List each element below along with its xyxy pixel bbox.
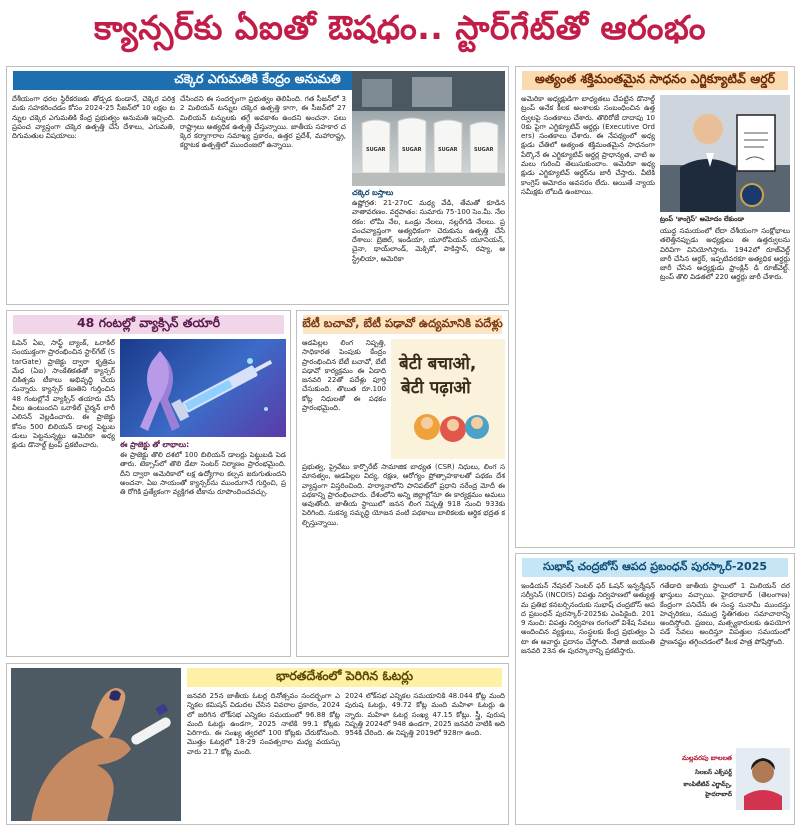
author-portrait: [736, 748, 790, 810]
author-org: కాంపిటీటివ్ ఎగ్జామ్స్, హైదరాబాద్: [683, 781, 732, 798]
author-name: మల్లవరపు బాలలత: [682, 754, 732, 762]
photo-label: ట్రంప్ ‘కాంగ్రెస్’ ఆమోదం లేకుండా: [660, 215, 745, 223]
section-title: 48 గంటల్లో వ్యాక్సిన్ తయారీ: [13, 315, 284, 334]
author-photo: [736, 748, 790, 810]
executive-order-section: [515, 66, 795, 548]
bag-label: SUGAR: [366, 147, 386, 153]
section-title: సుభాష్ చంద్రబోస్ ఆపద ప్రబంధన్ పురస్కార్-2025: [522, 558, 788, 577]
bag-label: SUGAR: [438, 147, 458, 153]
article-column: ఆడపిల్లల లింగ నిష్పత్తి, సాధికారత పెంపుకు కేంద్రం ప్రారంభించిన బేటీ బచావో, బేటీ పఢావో కార్యక్రమం ఈ ఏడాది జనవరి 22తో పదేళ్లు పూర్తి చేసుకుంది. తొలుత రూ.100 కోట్ల నిధులతో ఈ పథకం ప్రారంభమైంది.: [302, 339, 386, 413]
article-column: జనవరి 25న జాతీయ ఓటర్ల దినోత్సవం సందర్భంగా ఎన్నికల కమిషన్ విడుదల చేసిన వివరాల ప్రకారం, 2024లో జరిగిన లోక్‌సభ ఎన్నికల సమయంలో 96.88 కోట్ల మంది ఓటర్లు ఉండగా, 2025 నాటికి 99.1 కోట్లకు పెరిగారు. ఈ సంఖ్య త్వరలో 100 కోట్లకు చేరుకోనుంది. మొత్తం ఓటర్లలో 18-29 సంవత్సరాల మధ్య వయస్సు వారు 21.7 కోట్ల మంది.: [187, 692, 340, 756]
beti-bachao-section: [296, 310, 509, 657]
sugar-facts: ఉష్ణోగ్రత: 21-27oC మధ్య వేడి, తేమతో కూడిన వాతావరణం. వర్షపాతం: సుమారు 75-100 సెం.మీ. నేల రకం: లోమీ నేల, ఒండ్రు నేలలు, నల్లరేగడి నేలలు. ప్రపంచవ్యాప్తంగా అత్యధికంగా చెరుకును ఉత్పత్తి చేసే దేశాలు: బ్రెజిల్, ఇండియా, యూరోపియన్ యూనియన్, చైనా, థాయ్‌లాండ్, మెక్సికో, పాకిస్తాన్, రష్యా, ఆస్ట్రేలియా, అమెరికా: [352, 199, 505, 263]
article-column: దేశీయంగా ధరల స్థిరీకరణకు తోడ్పడ కుండానే, చెక్కెర పరిశ్రమకు సహకరించడం కోసం 2024-25 సీజన్‌లో 10 లక్షల టన్నుల చక్కెర ఎగుమతికి కేంద్ర ప్రభుత్వం అనుమతి ఇచ్చింది. ప్రపంచ వ్యాప్తంగా చక్కెర ఉత్పత్తి చేసే దేశాలు, ఎగుమతి, దిగుమతుల విషయాలు:: [12, 95, 175, 141]
page-headline: క్యాన్సర్‌కు ఏఐతో ఔషధం.. స్టార్‌గేట్‌తో ఆరంభం: [94, 7, 706, 47]
article-column: చేసిందని ఈ సందర్భంగా ప్రభుత్వం తెలిపింది. గత సీజన్‌లో 32 మిలియన్ టన్నుల చక్కెర ఉత్పత్తి కాగా, ఈ సీజన్‌లో 27 మిలియన్ టన్నులకు తగ్గే అవకాశం ఉందని అంచనా. పలు రాష్ట్రాలు అత్యధిక ఉత్పత్తి చేస్తున్నాయి. జాతీయ సహకార చక్కెర కర్మాగారాల సమాఖ్య ప్రకారం, ఉత్తర ప్రదేశ్, మహారాష్ట్ర, కర్ణాటక ఉత్పత్తిలో ముందంజలో ఉన్నాయి.: [180, 95, 346, 150]
article-column: 2024 లోక్‌సభ ఎన్నికల సమయానికి 48.044 కోట్ల మంది పురుష ఓటర్లు, 49.72 కోట్ల మంది మహిళా ఓటర్లు ఉన్నారు. మహిళా ఓటర్ల సంఖ్య 47.15 కోట్లు. స్త్రీ, పురుష నిష్పత్తి 2024లో 948 ఉండగా, 2025 జనవరి నాటికి అది 954కి చేరింది. ఈ నిష్పత్తి 2019లో 928గా ఉంది.: [345, 692, 505, 738]
column-heading: ఈ ప్రాజెక్టు తో లాభాలు:: [120, 440, 190, 449]
poster-line-1: बेटी बचाओ,: [399, 354, 477, 374]
section-title: బేటీ బచావో, బేటీ పఢావో ఉద్యమానికి పదేళ్లు: [303, 315, 502, 334]
article-column: ఇండియన్ నేషనల్ సెంటర్ ఫర్ ఓషన్ ఇన్ఫర్మేషన్ సర్వీసెస్ (INCOIS) విపత్తు నిర్వహణలో అత్యుత్తమ ప్రతిభ కనబర్చినందుకు సుభాష్ చంద్రబోస్ ఆపద ప్రబంధన్ పురస్కార్-2025కు ఎంపికైంది. 2019 నుంచి: విపత్తు నిర్వహణ రంగంలో విశేష సేవలు అందించిన వ్యక్తులు, సంస్థలకు కేంద్ర ప్రభుత్వం ఏటా ఈ అవార్డు ప్రదానం చేస్తోంది. నేతాజీ జయంతి జనవరి 23న ఈ పురస్కారాన్ని ప్రకటిస్తారు.: [521, 582, 655, 656]
article-column: ఈ ప్రాజెక్టు తొలి దశలో 100 బిలియన్ డాలర్లు పెట్టుబడి పెడతారు. టెక్సాస్‌లో తొలి డేటా సెంటర్ నిర్మాణం ప్రారంభమైంది. దీని ద్వారా అమెరికాలో లక్ష ఉద్యోగాల కల్పన జరుగుతుందని అంచనా. ఏఐ సాయంతో క్యాన్సర్‌ను ముందుగానే గుర్తించి, ప్రతి రోగికి ప్రత్యేకంగా వ్యక్తిగత టీకాను రూపొందించవచ్చు.: [120, 451, 286, 497]
poster-illustration: [391, 339, 505, 459]
bag-label: SUGAR: [474, 147, 494, 153]
voters-section: [6, 663, 509, 825]
sugar-bags-illustration: [352, 71, 505, 186]
vaccine-ribbon-image: [120, 339, 286, 437]
voting-ink-illustration: [11, 668, 181, 821]
trump-signing-photo: [660, 95, 790, 212]
poster-line-2: बेटी पढ़ाओ: [401, 378, 471, 398]
sugar-bags-image: [352, 71, 505, 186]
ai-vaccine-section: [6, 310, 291, 657]
article-column: యుద్ధ సమయంలో లేదా దేశీయంగా సంక్షోభాలు తలెత్తినప్పుడు అధ్యక్షులు ఈ ఉత్తర్వులను విరివిగా వినియోగిస్తారు. 1942లో రూజ్‌వెల్ట్ జారీ చేసిన ఆర్డర్, ఇప్పటివరకూ అత్యధిక ఆర్డర్లు జారీ చేసిన అధ్యక్షుడు ఫ్రాంక్లిన్ డి రూజ్‌వెల్ట్. ట్రంప్ తొలి విడతలో 220 ఆర్డర్లు జారీ చేశారు.: [660, 227, 790, 282]
author-role: సిలబస్ ఎక్స్‌పర్ట్: [695, 769, 732, 776]
article-column: ప్రభుత్వ, ప్రైవేటు కార్పొరేట్ సామాజిక బాధ్యత (CSR) నిధులు, లింగ సమానత్వం, ఆడపిల్లల విద్య, రక్షణ, ఆరోగ్యం ప్రోత్సాహకాలతో పథకం దేశవ్యాప్తంగా విస్తరించింది. హర్యానాలోని పానిపట్‌లో ప్రధాని నరేంద్ర మోదీ ఈ పథకాన్ని ప్రారంభించారు. దేశంలోని అన్ని జిల్లాల్లోనూ ఈ కార్యక్రమం అమలు అవుతోంది. జాతీయ స్థాయిలో జనన లింగ నిష్పత్తి 918 నుంచి 933కు పెరిగింది. సుకన్య సమృద్ధి యోజన వంటి పథకాలు బాలికలకు ఆర్థిక భద్రత కల్పిస్తున్నాయి.: [302, 463, 505, 527]
inked-finger-photo: [11, 668, 181, 821]
image-caption: చక్కెర బస్తాలు: [352, 188, 394, 197]
article-column: గతేడాది జాతీయ స్థాయిలో 1 మిలియన్ దరఖాస్తులు వచ్చాయి. హైదరాబాద్ (తెలంగాణ) కేంద్రంగా పనిచేసే ఈ సంస్థ సునామీ ముందస్తు హెచ్చరికలు, సముద్ర స్థితిగతుల సమాచారాన్ని అందిస్తోంది. ప్రజలు, మత్స్యకారులకు ఉపయోగపడే సేవలు అందిస్తూ విపత్తుల సమయంలో ప్రాణనష్టం తగ్గించడంలో కీలక పాత్ర పోషిస్తోంది.: [660, 582, 790, 646]
trump-illustration: [660, 95, 790, 212]
bose-award-section: [515, 553, 795, 825]
section-title: అత్యంత శక్తిమంతమైన సాధనం ఎగ్జిక్యూటివ్ ఆర్డర్: [522, 71, 788, 90]
section-title: భారతదేశంలో పెరిగిన ఓటర్లు: [187, 668, 502, 687]
section-title: చక్కెర ఎగుమతికి కేంద్రం అనుమతి: [13, 71, 502, 90]
article-column: ఓపెన్ ఏఐ, సాఫ్ట్ బ్యాంక్, ఒరాకిల్ సంయుక్తంగా ప్రారంభించిన స్టార్‌గేట్ (StarGate) ప్రాజెక్టు ద్వారా కృత్రిమ మేధ (ఏఐ) సాంకేతికతతో క్యాన్సర్ చికిత్సకు టీకాలు అభివృద్ధి చేయనున్నారు. క్యాన్సర్ కణతిని గుర్తించిన 48 గంటల్లోనే వ్యాక్సిన్ తయారు చేసే వీలు ఉంటుందని ఒరాకిల్ చైర్మన్ లారీ ఎలిసన్ వెల్లడించారు. ఈ ప్రాజెక్టు కోసం 500 బిలియన్ డాలర్ల పెట్టుబడులు పెట్టనున్నట్లు అమెరికా అధ్యక్షుడు డొనాల్డ్ ట్రంప్ ప్రకటించారు.: [12, 339, 115, 450]
beti-bachao-poster: [391, 339, 505, 459]
article-column: అమెరికా అధ్యక్షుడిగా బాధ్యతలు చేపట్టిన డొనాల్డ్ ట్రంప్ అనేక కీలక అంశాలకు సంబంధించిన ఉత్తర్వులపై సంతకాలు చేశారు. తొలిరోజే దాదాపు 100కు పైగా ఎగ్జిక్యూటివ్ ఆర్డర్లు (Executive Orders) సంతకాలు చేశారు. ఈ నేపథ్యంలో అధ్యక్షుడు చేతిలో అత్యంత శక్తిమంతమైన సాధనంగా పేర్కొనే ఈ ఎగ్జిక్యూటివ్ ఆర్డర్ల ప్రాధాన్యత, వాటి అమలు గురించి తెలుసుకుందాం. అమెరికా అధ్యక్షుడు ఎగ్జిక్యూటివ్ ఆర్డర్‌ను జారీ చేస్తారు. వీటికి కాంగ్రెస్ ఆమోదం అవసరం లేదు. అయితే న్యాయ సమీక్షకు లోబడి ఉంటాయి.: [521, 95, 655, 196]
syringe-ribbon-illustration: [120, 339, 286, 437]
sugar-export-section: [6, 66, 509, 305]
bag-label: SUGAR: [402, 147, 422, 153]
